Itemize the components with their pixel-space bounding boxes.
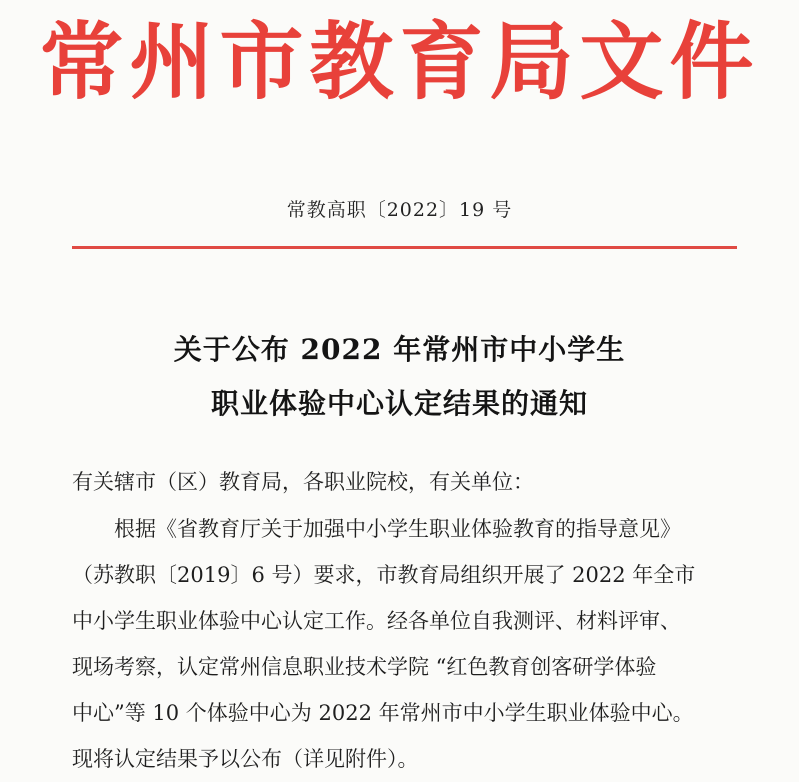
body-line-1: 根据《省教育厅关于加强中小学生职业体验教育的指导意见》 bbox=[114, 517, 681, 541]
notice-title-line-1: 关于公布 2022 年常州市中小学生 bbox=[173, 333, 626, 366]
body-line-2: （苏教职〔2019〕6 号）要求，市教育局组织开展了 2022 年全市 bbox=[72, 563, 696, 587]
document-number: 常教高职〔2022〕19 号 bbox=[286, 199, 513, 221]
red-divider-line bbox=[72, 246, 737, 249]
body-line-6: 现将认定结果予以公布（详见附件）。 bbox=[72, 747, 419, 771]
body-line-4: 现场考察，认定常州信息职业技术学院 “红色教育创客研学体验 bbox=[72, 655, 657, 679]
notice-title-line-2: 职业体验中心认定结果的通知 bbox=[210, 387, 588, 420]
body-line-5: 中心”等 10 个体验中心为 2022 年常州市中小学生职业体验中心。 bbox=[72, 701, 694, 725]
body-line-3: 中小学生职业体验中心认定工作。经各单位自我测评、材料评审、 bbox=[72, 609, 681, 633]
page-bottom-fade bbox=[0, 776, 799, 782]
document-masthead: 常州市教育局文件 bbox=[39, 13, 760, 111]
salutation: 有关辖市（区）教育局，各职业院校，有关单位： bbox=[72, 470, 534, 494]
